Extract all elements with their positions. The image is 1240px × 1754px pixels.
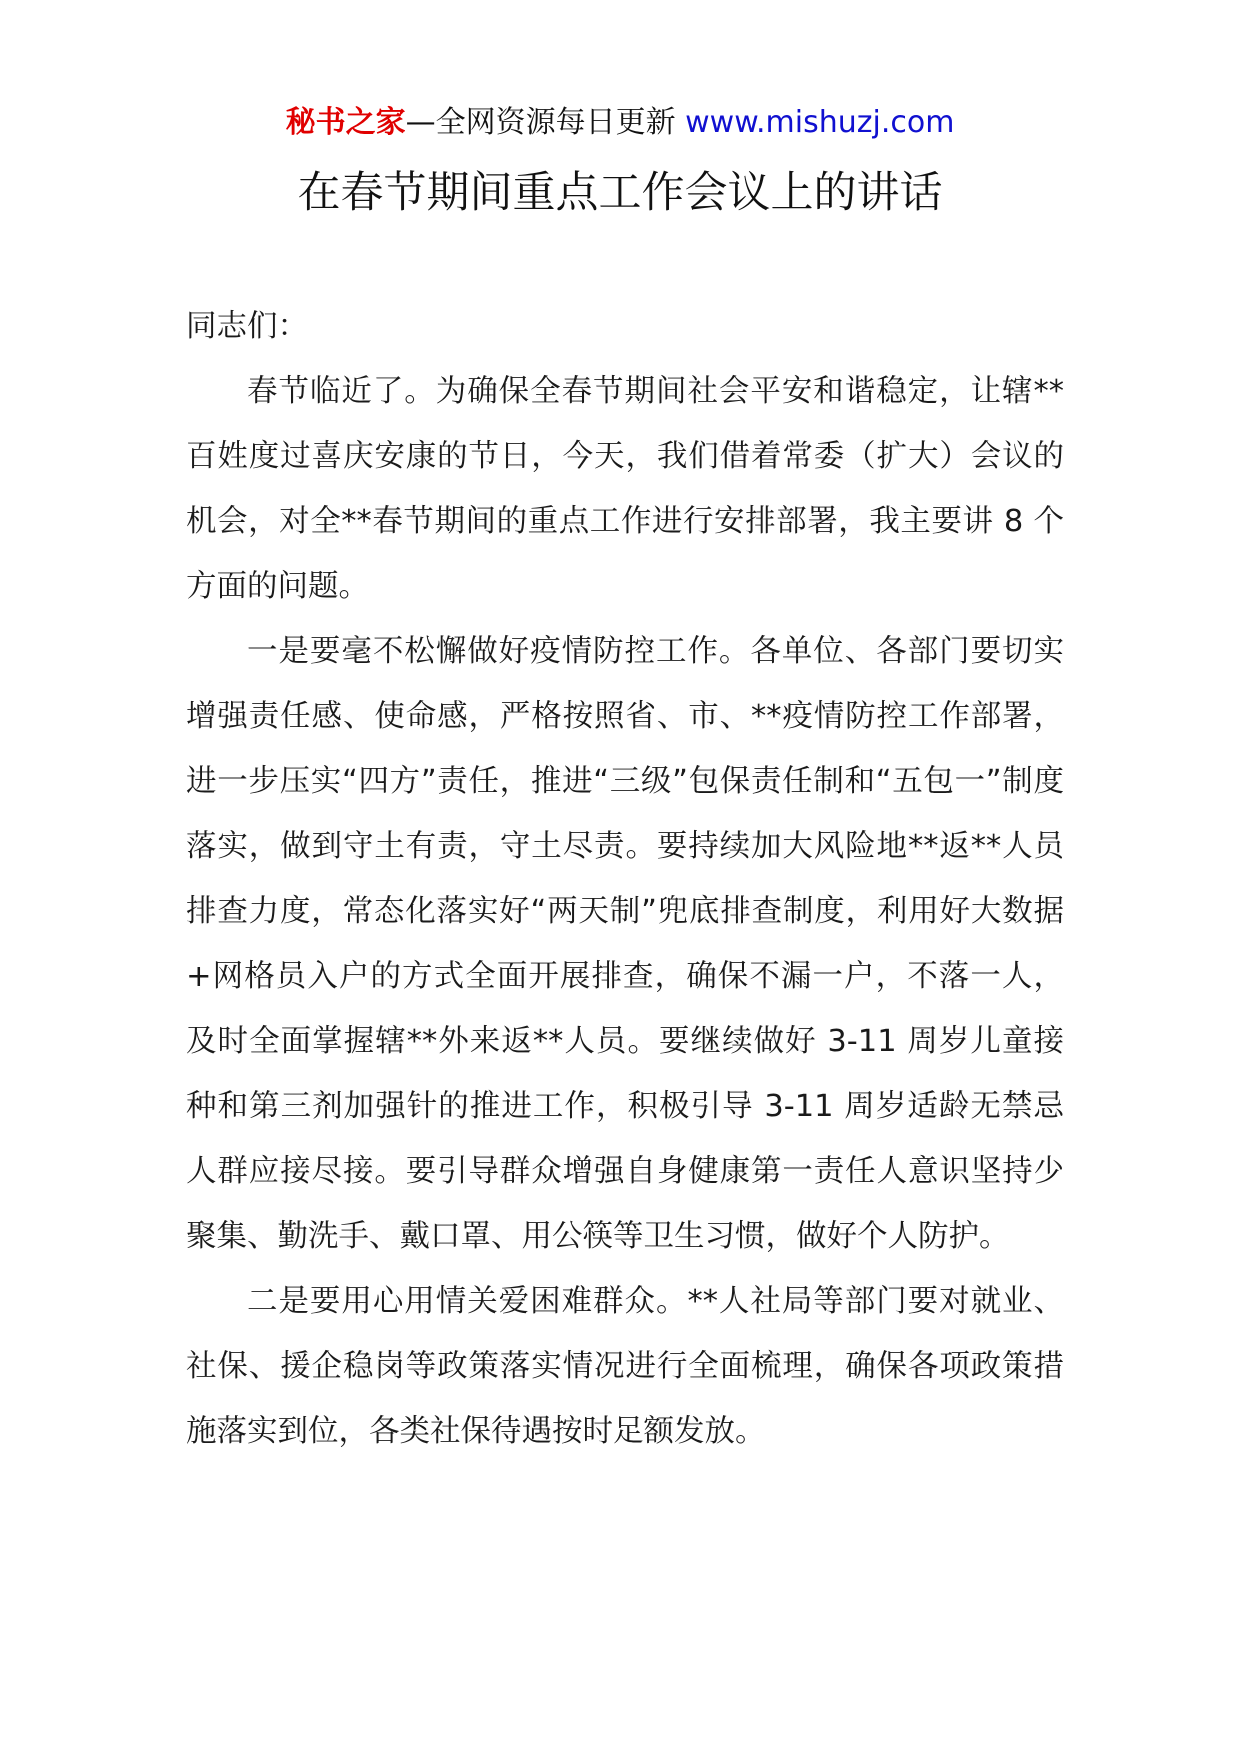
document-title: 在春节期间重点工作会议上的讲话 <box>297 168 943 218</box>
site-tagline: —全网资源每日更新 <box>405 105 686 140</box>
greeting: 同志们： <box>186 309 308 344</box>
document-body <box>186 294 1064 1464</box>
paragraph-epidemic-control: 一是要毫不松懈做好疫情防控工作。各单位、各部门要切实增强责任感、使命感，严格按照省、市、**疫情防控工作部署，进一步压实“四方”责任，推进“三级”包保责任制和“五包一”制度落实，做到守土有责，守土尽责。要持续加大风险地**返**人员排查力度，常态化落实好“两天制”兜底排查制度，利用好大数据+网格员入户的方式全面开展排查，确保不漏一户，不落一人，及时全面掌握辖**外来返**人员。要继续做好 3-11 周岁儿童接种和第三剂加强针的推进工作，积极引导 3-11 周岁适龄无禁忌人群应接尽接。要引导群众增强自身健康第一责任人意识坚持少聚集、勤洗手、戴口罩、用公筷等卫生习惯，做好个人防护。 <box>186 634 1064 1254</box>
site-url-link[interactable]: www.mishuzj.com <box>685 105 955 140</box>
site-brand: 秘书之家 <box>285 105 406 140</box>
paragraph-care-for-needy: 二是要用心用情关爱困难群众。**人社局等部门要对就业、社保、援企稳岗等政策落实情况进行全面梳理，确保各项政策措施落实到位，各类社保待遇按时足额发放。 <box>186 1284 1064 1449</box>
paragraph-intro: 春节临近了。为确保全春节期间社会平安和谐稳定，让辖**百姓度过喜庆安康的节日，今天，我们借着常委（扩大）会议的机会，对全**春节期间的重点工作进行安排部署，我主要讲 8 个方面的问题。 <box>186 374 1064 604</box>
site-header <box>0 101 1240 145</box>
